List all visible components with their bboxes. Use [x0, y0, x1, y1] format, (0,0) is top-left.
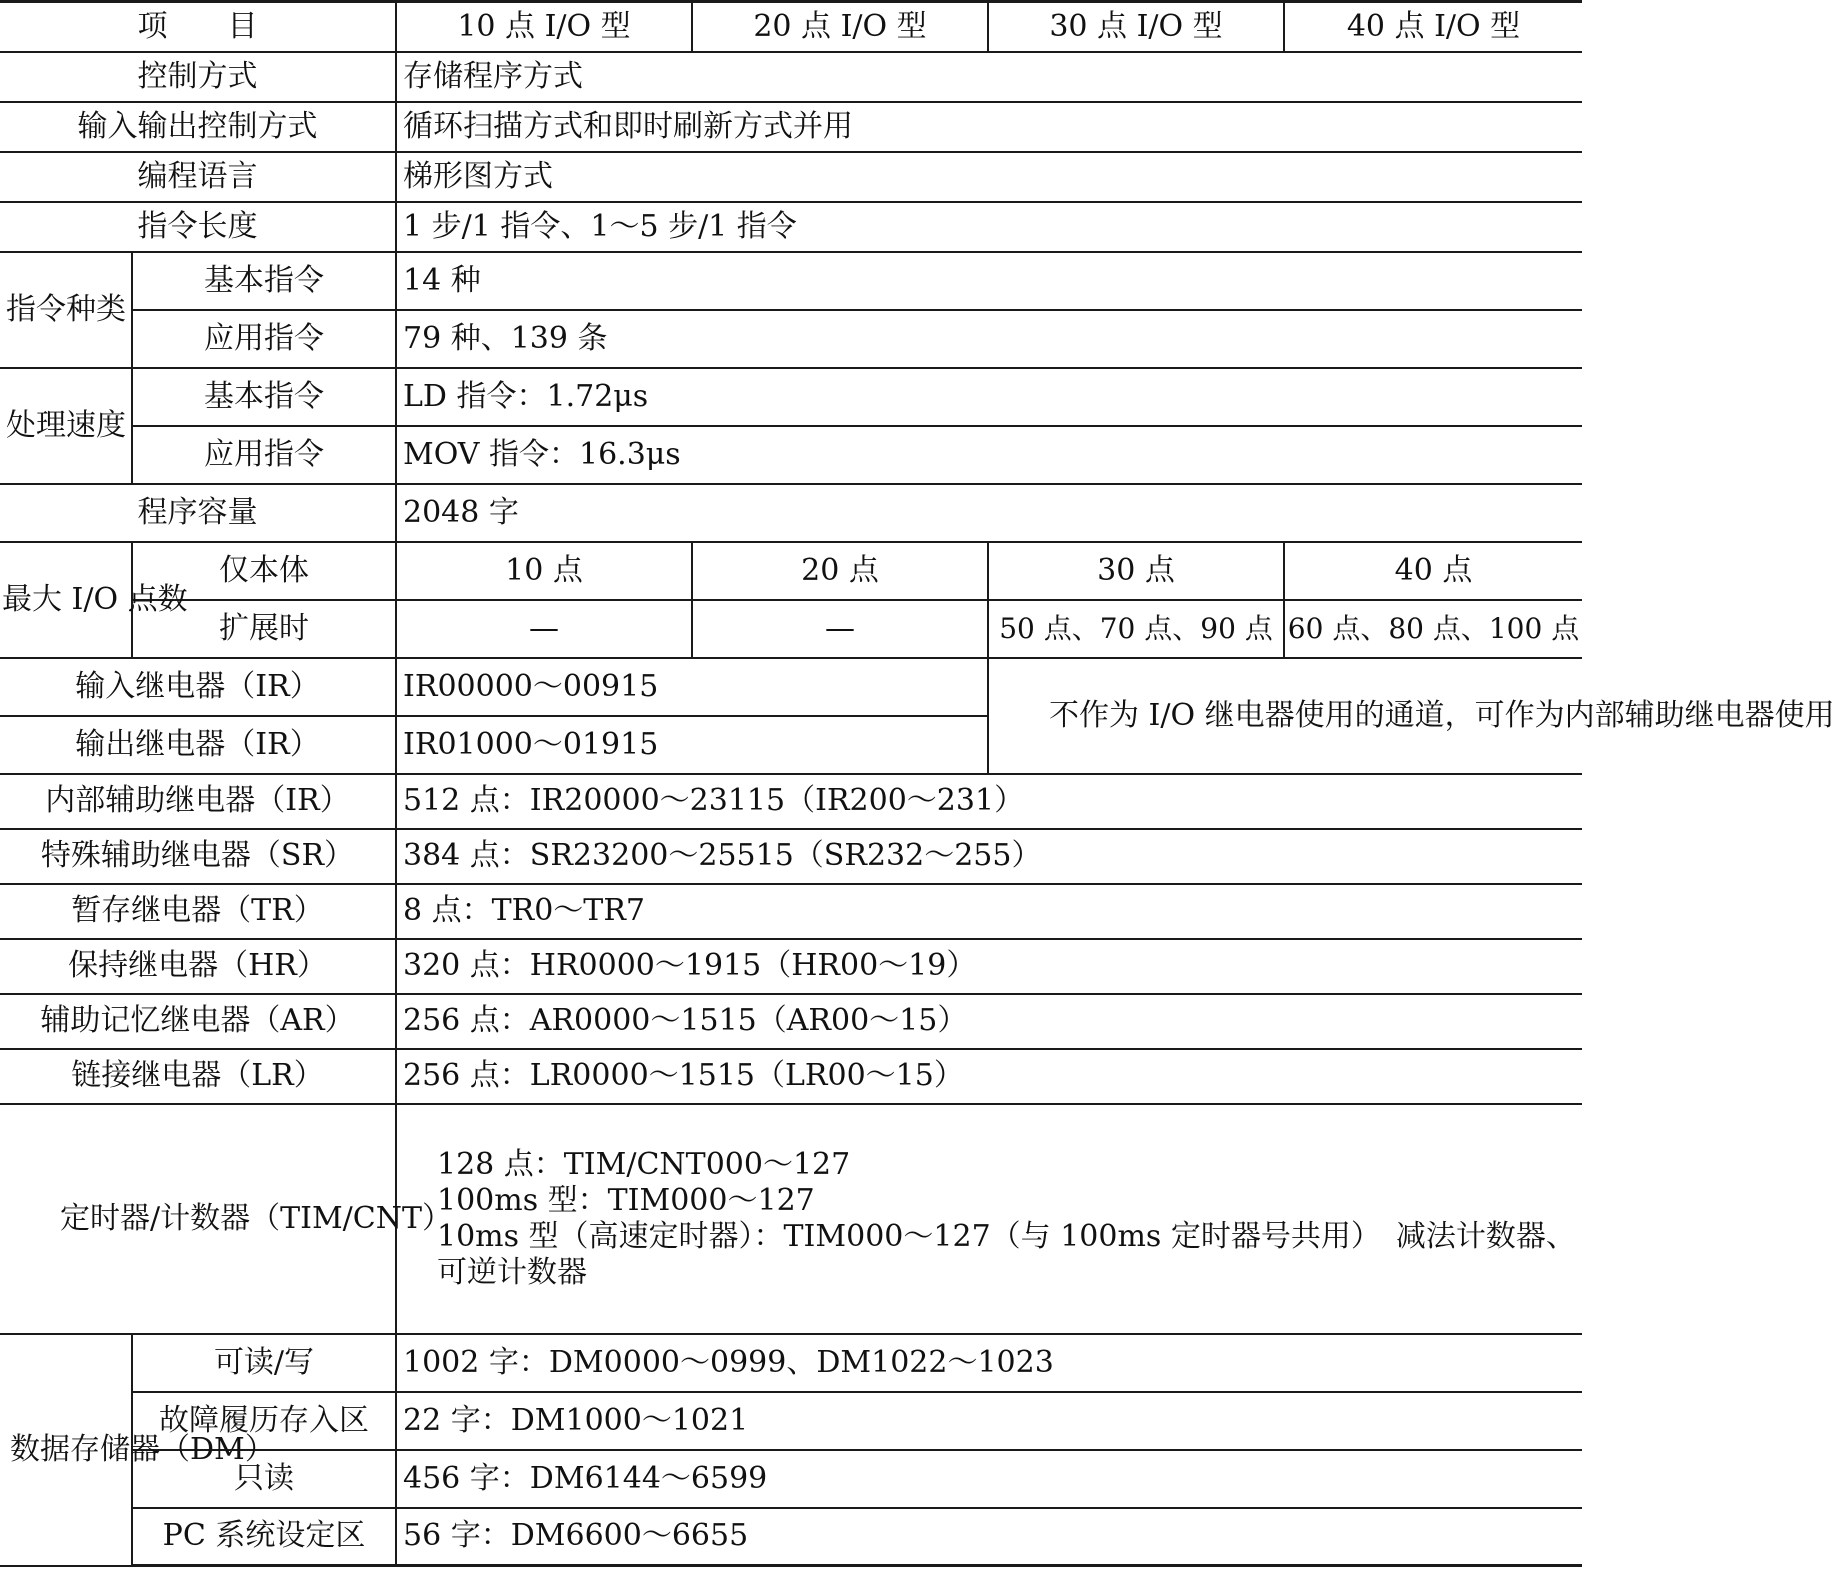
row-label: 指令长度	[0, 202, 396, 252]
timer-line-2: 100ms 型：TIM000～127	[437, 1182, 815, 1218]
table-row	[0, 829, 1582, 884]
table-row	[0, 1508, 1582, 1566]
row-label: 输入输出控制方式	[0, 102, 396, 152]
table-row	[0, 600, 1582, 658]
io-note: 不作为 I/O 继电器使用的通道，可作为内部辅助继电器使用	[988, 658, 1582, 774]
row-value: MOV 指令：16.3μs	[396, 426, 1582, 484]
row-value: 256 点：LR0000～1515（LR00～15）	[396, 1049, 1582, 1104]
row-value: LD 指令：1.72μs	[396, 368, 1582, 426]
row-label: 可读/写	[132, 1334, 396, 1392]
table-row	[0, 939, 1582, 994]
table-row	[0, 884, 1582, 939]
row-value: 384 点：SR23200～25515（SR232～255）	[396, 829, 1582, 884]
row-value: 456 字：DM6144～6599	[396, 1450, 1582, 1508]
table-row	[0, 368, 1582, 426]
table-row	[0, 310, 1582, 368]
row-value: 512 点：IR20000～23115（IR200～231）	[396, 774, 1582, 829]
row-value: 存储程序方式	[396, 52, 1582, 102]
header-col-20: 20 点 I/O 型	[692, 2, 988, 52]
table-row	[0, 426, 1582, 484]
row-label: 链接继电器（LR）	[0, 1049, 396, 1104]
group-label-instr-types: 指令种类	[0, 252, 132, 368]
row-label: PC 系统设定区	[132, 1508, 396, 1566]
row-value: 256 点：AR0000～1515（AR00～15）	[396, 994, 1582, 1049]
timer-line-1: 128 点：TIM/CNT000～127	[437, 1146, 851, 1182]
row-value: 1 步/1 指令、1～5 步/1 指令	[396, 202, 1582, 252]
row-value: 梯形图方式	[396, 152, 1582, 202]
row-label: 编程语言	[0, 152, 396, 202]
header-item: 项 目	[0, 2, 396, 52]
table-row	[0, 1104, 1582, 1334]
row-label: 基本指令	[132, 368, 396, 426]
row-label: 输入继电器（IR）	[0, 658, 396, 716]
row-value: 56 字：DM6600～6655	[396, 1508, 1582, 1566]
row-label: 内部辅助继电器（IR）	[0, 774, 396, 829]
row-value: 2048 字	[396, 484, 1582, 542]
io-ext-20: —	[692, 600, 988, 658]
table-row	[0, 202, 1582, 252]
row-value: 79 种、139 条	[396, 310, 1582, 368]
table-row	[0, 1334, 1582, 1392]
row-value: IR01000～01915	[396, 716, 988, 774]
row-label: 特殊辅助继电器（SR）	[0, 829, 396, 884]
table-row	[0, 102, 1582, 152]
row-value: 22 字：DM1000～1021	[396, 1392, 1582, 1450]
io-ext-40: 60 点、80 点、100 点	[1284, 600, 1582, 658]
row-value: 14 种	[396, 252, 1582, 310]
group-label-max-io: 最大 I/O 点数	[0, 542, 132, 658]
row-label: 应用指令	[132, 310, 396, 368]
row-label: 扩展时	[132, 600, 396, 658]
row-value: 循环扫描方式和即时刷新方式并用	[396, 102, 1582, 152]
row-value: 8 点：TR0～TR7	[396, 884, 1582, 939]
table-row	[0, 252, 1582, 310]
row-label: 定时器/计数器（TIM/CNT）	[0, 1104, 396, 1334]
group-label-dm: 数据存储器（DM）	[0, 1334, 132, 1566]
row-label: 故障履历存入区	[132, 1392, 396, 1450]
table-row	[0, 542, 1582, 600]
timer-value	[396, 1104, 1582, 1334]
io-body-40: 40 点	[1284, 542, 1582, 600]
table-row	[0, 484, 1582, 542]
header-col-40: 40 点 I/O 型	[1284, 2, 1582, 52]
group-label-speed: 处理速度	[0, 368, 132, 484]
row-label: 输出继电器（IR）	[0, 716, 396, 774]
row-label: 暂存继电器（TR）	[0, 884, 396, 939]
table-row	[0, 152, 1582, 202]
row-value: 1002 字：DM0000～0999、DM1022～1023	[396, 1334, 1582, 1392]
table-row	[0, 658, 1582, 716]
io-body-10: 10 点	[396, 542, 692, 600]
table-row	[0, 774, 1582, 829]
row-label: 保持继电器（HR）	[0, 939, 396, 994]
row-value: 320 点：HR0000～1915（HR00～19）	[396, 939, 1582, 994]
row-label: 只读	[132, 1450, 396, 1508]
table-row	[0, 1049, 1582, 1104]
table-row	[0, 52, 1582, 102]
io-ext-30: 50 点、70 点、90 点	[988, 600, 1284, 658]
row-label: 辅助记忆继电器（AR）	[0, 994, 396, 1049]
row-value: IR00000～00915	[396, 658, 988, 716]
io-ext-10: —	[396, 600, 692, 658]
row-label: 仅本体	[132, 542, 396, 600]
timer-line-3: 10ms 型（高速定时器）：TIM000～127（与 100ms 定时器号共用） 减法计数器、可逆计数器	[437, 1218, 1576, 1290]
io-body-20: 20 点	[692, 542, 988, 600]
row-label: 应用指令	[132, 426, 396, 484]
row-label: 控制方式	[0, 52, 396, 102]
row-label: 程序容量	[0, 484, 396, 542]
header-col-30: 30 点 I/O 型	[988, 2, 1284, 52]
io-body-30: 30 点	[988, 542, 1284, 600]
table-row	[0, 994, 1582, 1049]
row-label: 基本指令	[132, 252, 396, 310]
header-col-10: 10 点 I/O 型	[396, 2, 692, 52]
header-row	[0, 2, 1582, 52]
